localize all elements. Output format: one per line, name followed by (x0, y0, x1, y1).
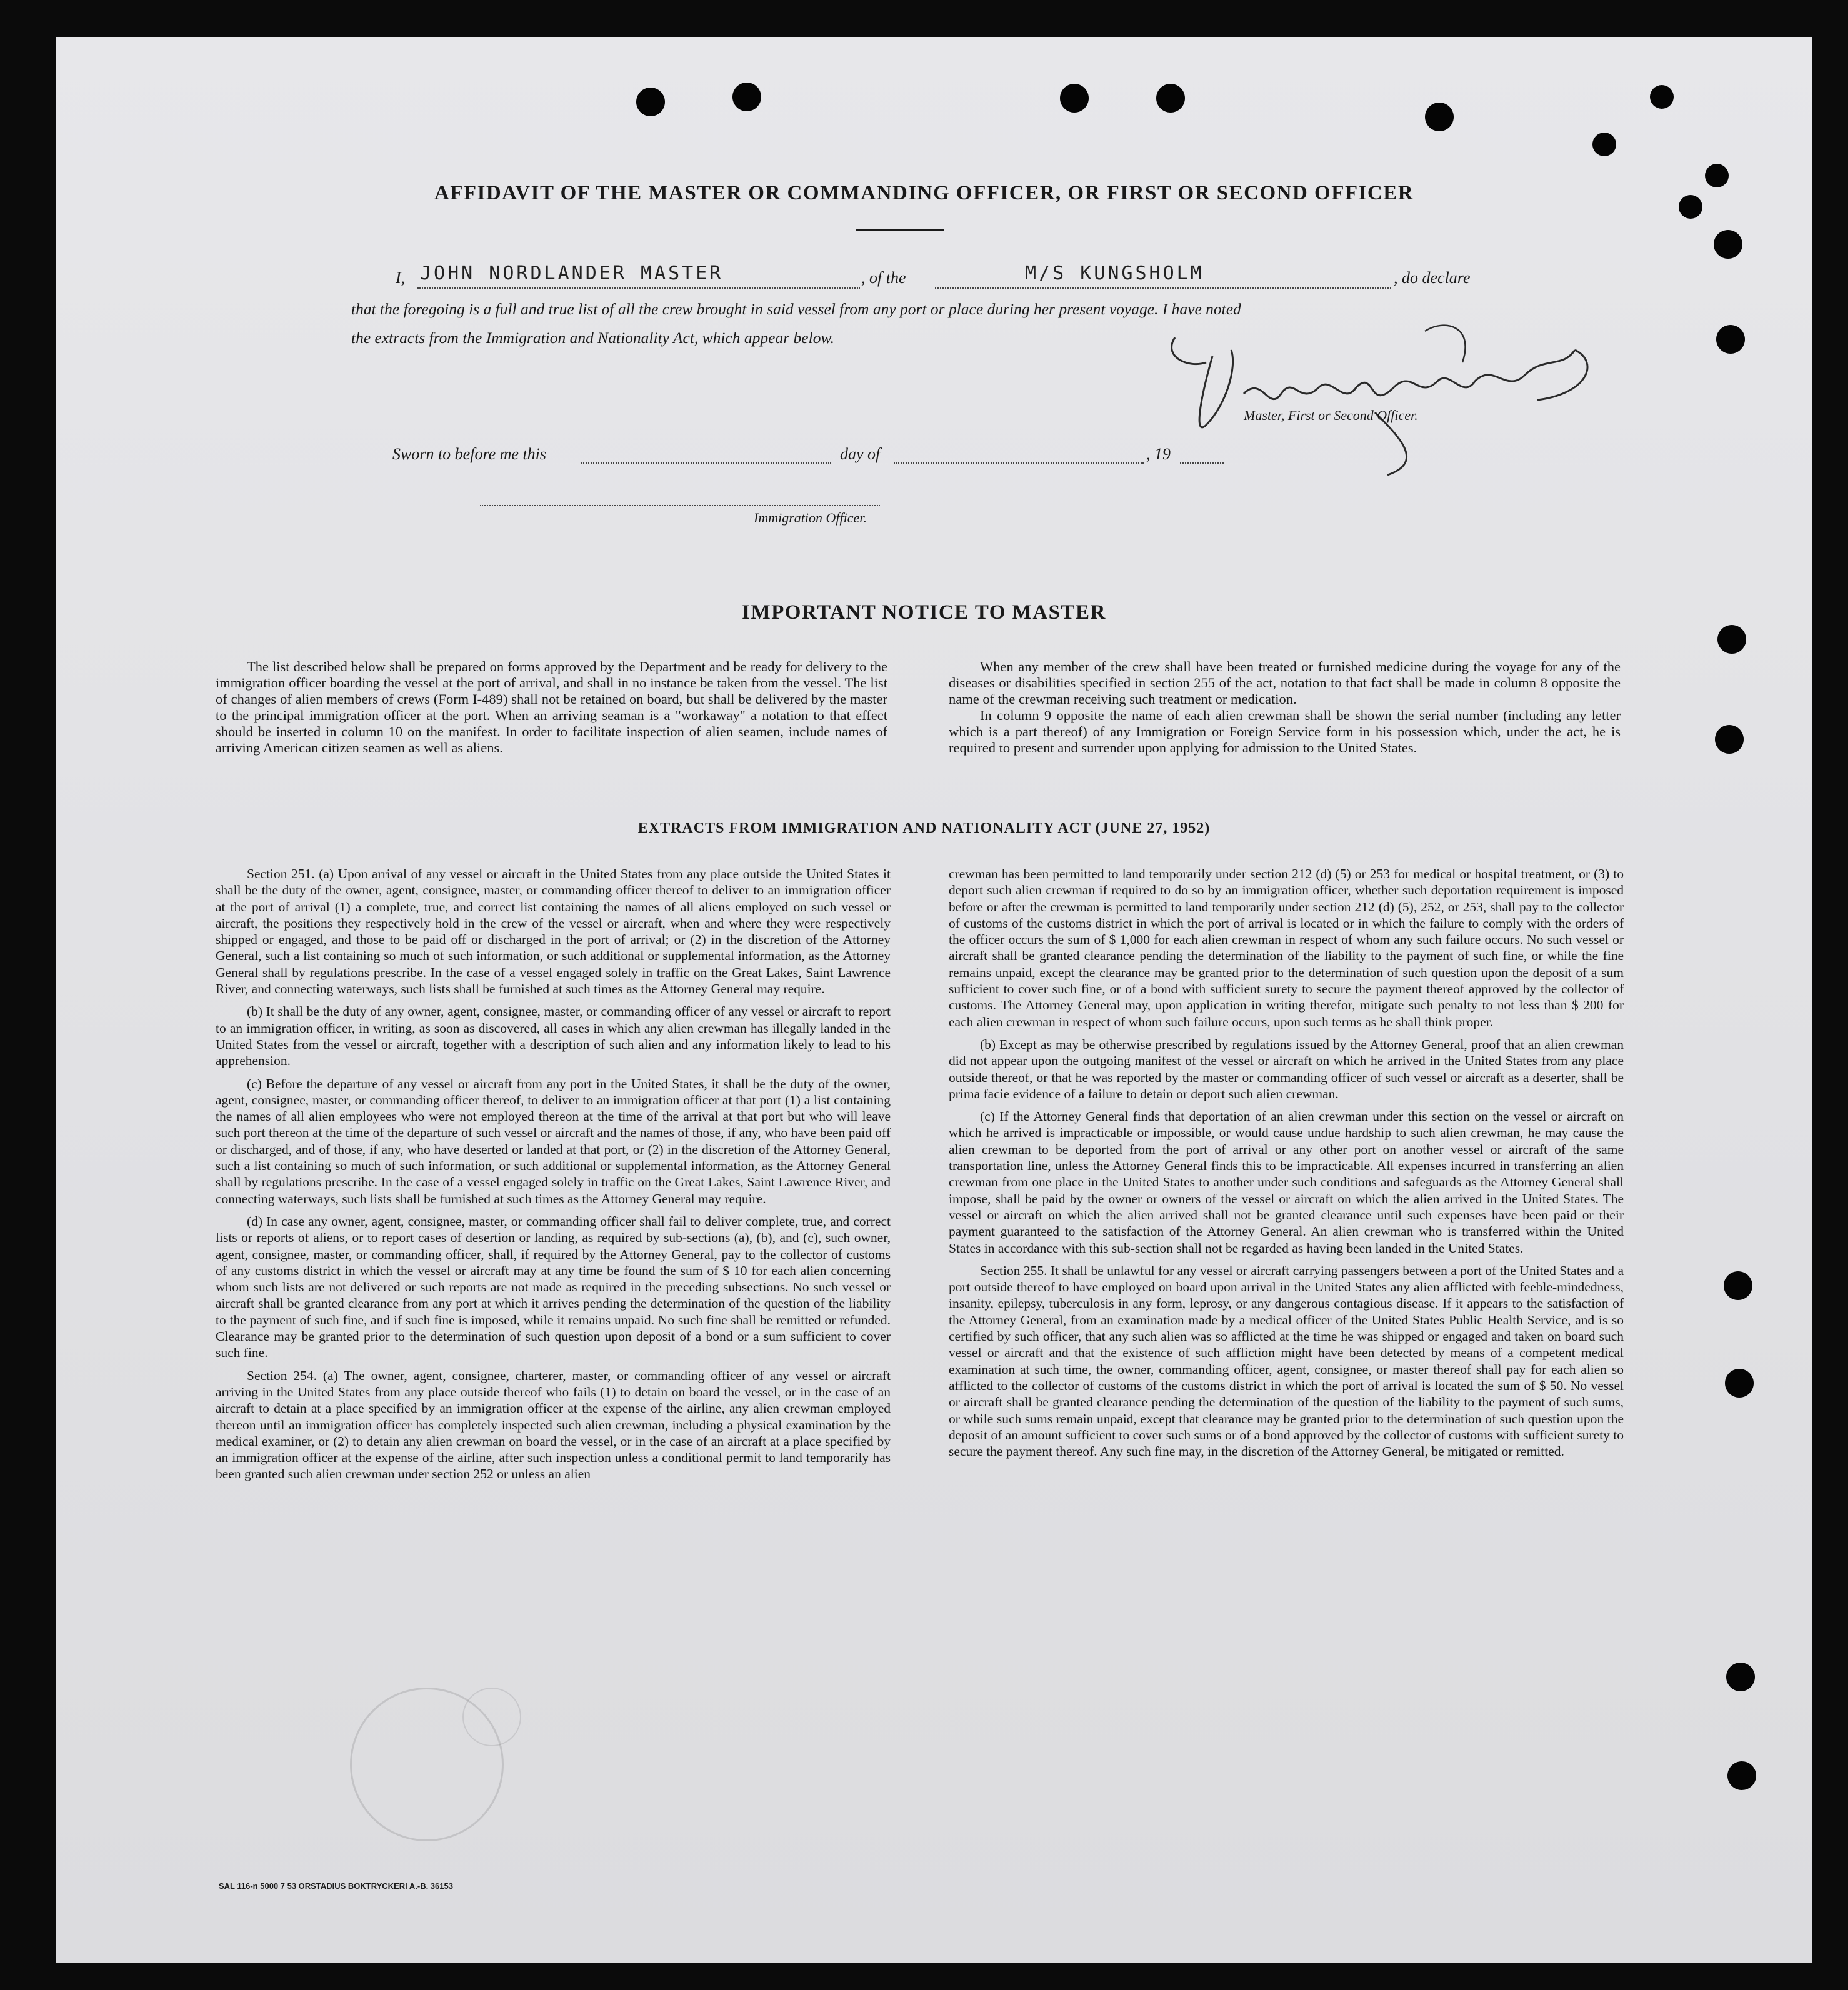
officer-caption: Immigration Officer. (754, 510, 867, 526)
extract-paragraph: (c) If the Attorney General finds that deportation of an alien crewman under this section on the vessel or aircraft on which he arrived is impracticable or impossible, or would cause undue hardship to such alien crewman, he may cause the alien crewman to be deported from the port of arrival or any other port on another vessel or aircraft of the same transportation line, unless the Attorney General finds this to be impracticable. All expenses incurred in transferring an alien crewman from one place in the United States to another under such conditions and safeguards as the Attorney General shall impose, shall be paid by the owner or owners of the vessel or aircraft on which the alien arrived in the United States. The vessel or aircraft on which the alien arrived shall not be granted clearance until such expenses have been paid or their payment guaranteed to the satisfaction of the Attorney General. An alien crewman who is transferred within the United States in accordance with this sub-section shall not be regarded as having been landed in the United States. (949, 1109, 1624, 1256)
extract-paragraph: Section 254. (a) The owner, agent, consignee, charterer, master, or commanding officer of any vessel or aircraft arriving in the United States from any place outside thereof who fails (1) to detain on board the vessel, or in the case of an aircraft to detain at a place specified by an immigration officer at the expense of the airline, any alien crewman employed thereon until an immigration officer has completely inspected such alien crewman, including a physical examination by the medical examiner, or (2) to detain any alien crewman on board the vessel, or in the case of an aircraft at a place specified by an immigration officer at the expense of the airline, after such inspection unless a conditional permit to land temporarily has been granted such alien crewman under section 252 or unless an alien (216, 1368, 891, 1482)
extract-paragraph: crewman has been permitted to land temporarily under section 212 (d) (5) or 253 for medical or hospital treatment, or (3) to deport such alien crewman if required to do so by an immigration officer, whether such deportation requirement is imposed before or after the crewman is permitted to land temporarily under section 212 (d) (5), 252, or 253, shall pay to the collector of customs of the customs district in which the port of arrival is located or in which the failure to comply with the orders of the officer occurs the sum of $ 1,000 for each alien crewman in respect of whom any such failure occurs. No such vessel or aircraft shall be granted clearance pending the determination of the liability to the payment of such fine, or while the fine remains unpaid, except the clearance may be granted prior to the determination of such question upon the deposit of a sum sufficient to cover such fine, or of a bond with sufficient surety to secure the payment thereof approved by the collector of customs. The Attorney General may, upon application in writing therefor, mitigate such penalty to not less than $ 200 for each alien crewman in respect of whom such failure occurs, upon such terms as he shall think proper. (949, 866, 1624, 1029)
name-line (417, 288, 860, 289)
master-signature (1137, 312, 1625, 488)
punch-hole (732, 82, 761, 111)
declaration-line-2: that the foregoing is a full and true list of all the crew brought in said vessel from any port or place during her present voyage. I have noted (351, 300, 1241, 318)
sworn-year-line (1180, 462, 1224, 464)
affidavit-title: AFFIDAVIT OF THE MASTER OR COMMANDING OFFICER, OR FIRST OR SECOND OFFICER (434, 182, 1414, 204)
extract-paragraph: (c) Before the departure of any vessel or aircraft from any port in the United States, it shall be the duty of the owner, agent, consignee, master, or commanding officer thereof, to deliver to an immigration officer at that port (1) a list containing the names of all alien employees who were not employed thereon at the time of the arrival at that port but who will leave such port thereon at the time of the departure of such vessel or aircraft and the names of those, if any, who have been paid off or discharged, and of those, if any, who have deserted or landed at that port, or (2) in the discretion of the Attorney General, such a list containing so much of such information, or such additional or supplemental information, as the Attorney General shall by regulations prescribe. In the case of a vessel engaged solely in traffic on the Great Lakes, Saint Lawrence River, and connecting waterways, such lists shall be furnished at such times as the Attorney General may require. (216, 1076, 891, 1206)
extracts-title: EXTRACTS FROM IMMIGRATION AND NATIONALITY ACT (JUNE 27, 1952) (637, 820, 1211, 836)
sworn-label: Sworn to before me this (392, 445, 547, 463)
punch-hole (1425, 102, 1454, 131)
punch-hole (1727, 1761, 1756, 1790)
year-prefix: , 19 (1146, 445, 1171, 463)
notice-left-column (216, 659, 887, 756)
do-declare-label: , do declare (1394, 269, 1471, 287)
notice-left-text: The list described below shall be prepared on forms approved by the Department and be ready for delivery to the immigration officer boarding the vessel at the port of arrival, and shall in no instance be taken from the vessel. The list of changes of alien members of crews (Form I-489) shall not be retained on board, but shall be delivered by the master to the principal immigration officer at the port. When an arriving seaman is a "workaway" a notation to that effect should be inserted in column 10 on the manifest. In order to facilitate inspection of alien seamen, include names of arriving American citizen seamen as well as aliens. (216, 659, 887, 756)
punch-hole (1592, 132, 1616, 156)
notice-right-text-1: When any member of the crew shall have been treated or furnished medicine during the voyage for any of the diseases or disabilities specified in section 255 of the act, notation to that fact shall be made in column 8 opposite the name of the crewman receiving such treatment or medication. (949, 659, 1621, 707)
punch-hole (1724, 1271, 1752, 1300)
vessel-name-handwritten: M/S KUNGSHOLM (1025, 262, 1204, 284)
sworn-month-line (894, 462, 1144, 464)
extract-paragraph: (b) It shall be the duty of any owner, agent, consignee, master, or commanding officer of any vessel or aircraft to report to an immigration officer, in writing, as soon as discovered, all cases in which any alien crewman has illegally landed in the United States from the vessel or aircraft, together with a description of such alien and any information likely to lead to his apprehension. (216, 1004, 891, 1069)
extract-paragraph: Section 255. It shall be unlawful for any vessel or aircraft carrying passengers between a port of the United States and a port outside thereof to have employed on board upon arrival in the United States any alien afflicted with feeble-mindedness, insanity, epilepsy, tuberculosis in any form, leprosy, or any dangerous contagious disease. If it appears to the satisfaction of the Attorney General, from an examination made by a medical officer of the United States Public Health Service, and is so certified by such officer, that any such alien was so afflicted at the time he was shipped or engaged and taken on board such vessel or aircraft and that the existence of such affliction might have been detected by means of a competent medical examination at such time, the owner, commanding officer, agent, consignee, or master thereof shall pay for each alien so afflicted to the collector of customs of the customs district in which the port of arrival is located the sum of $ 50. No vessel or aircraft shall be granted clearance pending the determination of the question of the liability to the payment of such sums, or while such sums remain unpaid, except that clearance may be granted prior to the determination of such question upon the deposit of an amount sufficient to cover such sums or of a bond approved by the collector of customs with sufficient surety to secure the payment thereof. Any such fine may, in the discretion of the Attorney General, be mitigated or remitted. (949, 1262, 1624, 1459)
extract-paragraph: (d) In case any owner, agent, consignee, master, or commanding officer shall fail to deliver complete, true, and correct lists or reports of aliens, or to report cases of desertion or landing, as required by sub-sections (a), (b), and (c), such owner, agent, consignee, master, or commanding officer, shall, if required by the Attorney General, pay to the collector of customs of any customs district in which the vessel or aircraft may at any time be found the sum of $ 10 for each alien concerning whom such lists are not delivered or such reports are not made as required in the preceding subsections. No such vessel or aircraft shall be granted clearance from any port at which it arrives pending the determination of the question of the liability to the payment of such fine, and if such fine is imposed, while it remains unpaid. No such fine shall be remitted or refunded. Clearance may be granted prior to the determination of such question upon deposit of a bond or a sum sufficient to cover such fine. (216, 1213, 891, 1361)
form-footer: SAL 116-n 5000 7 53 ORSTADIUS BOKTRYCKERI A.-B. 36153 (219, 1881, 453, 1891)
officer-signature-line (480, 505, 880, 506)
notice-right-column (949, 659, 1621, 756)
punch-hole (1716, 325, 1745, 354)
punch-hole (1717, 625, 1746, 654)
punch-hole (1726, 1662, 1755, 1691)
notice-right-text-2: In column 9 opposite the name of each alien crewman shall be shown the serial number (including any letter which is a part thereof) of any Immigration or Foreign Service form in his possession which, under the act, he is required to present and surrender upon applying for admission to the United States. (949, 708, 1621, 756)
notice-title: IMPORTANT NOTICE TO MASTER (742, 601, 1106, 624)
extract-paragraph: (b) Except as may be otherwise prescribed by regulations issued by the Attorney General, proof that an alien crewman did not appear upon the outgoing manifest of the vessel or aircraft on which he arrived in the United States from any place outside thereof, or that he was reported by the master or commanding officer of such vessel or aircraft as a deserter, shall be prima facie evidence of a failure to detain or deport such alien crewman. (949, 1036, 1624, 1101)
punch-hole (636, 88, 665, 116)
extracts-right-column (949, 866, 1624, 1459)
punch-hole (1725, 1369, 1754, 1398)
punch-hole (1060, 84, 1089, 112)
day-of-label: day of (840, 445, 881, 463)
punch-hole (1714, 230, 1742, 259)
declaration-line-3: the extracts from the Immigration and Nationality Act, which appear below. (351, 329, 834, 347)
master-name-handwritten: JOHN NORDLANDER MASTER (420, 262, 724, 284)
punch-hole (1156, 84, 1185, 112)
vessel-line (935, 288, 1391, 289)
of-the-label: , of the (861, 269, 906, 287)
extracts-left-column (216, 866, 891, 1482)
punch-hole (1715, 725, 1744, 754)
faint-stamp (462, 1688, 521, 1746)
punch-hole (1650, 85, 1674, 109)
extract-paragraph: Section 251. (a) Upon arrival of any vessel or aircraft in the United States from any place outside the United States it shall be the duty of the owner, agent, consignee, master, or commanding officer thereof to deliver to an immigration officer at the port of arrival (1) a complete, true, and correct list containing the names of all aliens employed on such vessel or aircraft, the positions they respectively hold in the crew of the vessel or aircraft, when and where they were respectively shipped or engaged, and those to be paid off or discharged in the port of arrival; or (2) in the discretion of the Attorney General, such a list containing so much of such information, or such additional or supplemental information, as the Attorney General shall by regulations prescribe. In the case of a vessel engaged solely in traffic on the Great Lakes, Saint Lawrence River, and connecting waterways, such lists shall be furnished at such times as the Attorney General may require. (216, 866, 891, 997)
declaration-i-label: I, (396, 269, 406, 287)
title-rule (856, 229, 944, 231)
sworn-day-line (581, 462, 831, 464)
signature-caption: Master, First or Second Officer. (1244, 408, 1418, 423)
